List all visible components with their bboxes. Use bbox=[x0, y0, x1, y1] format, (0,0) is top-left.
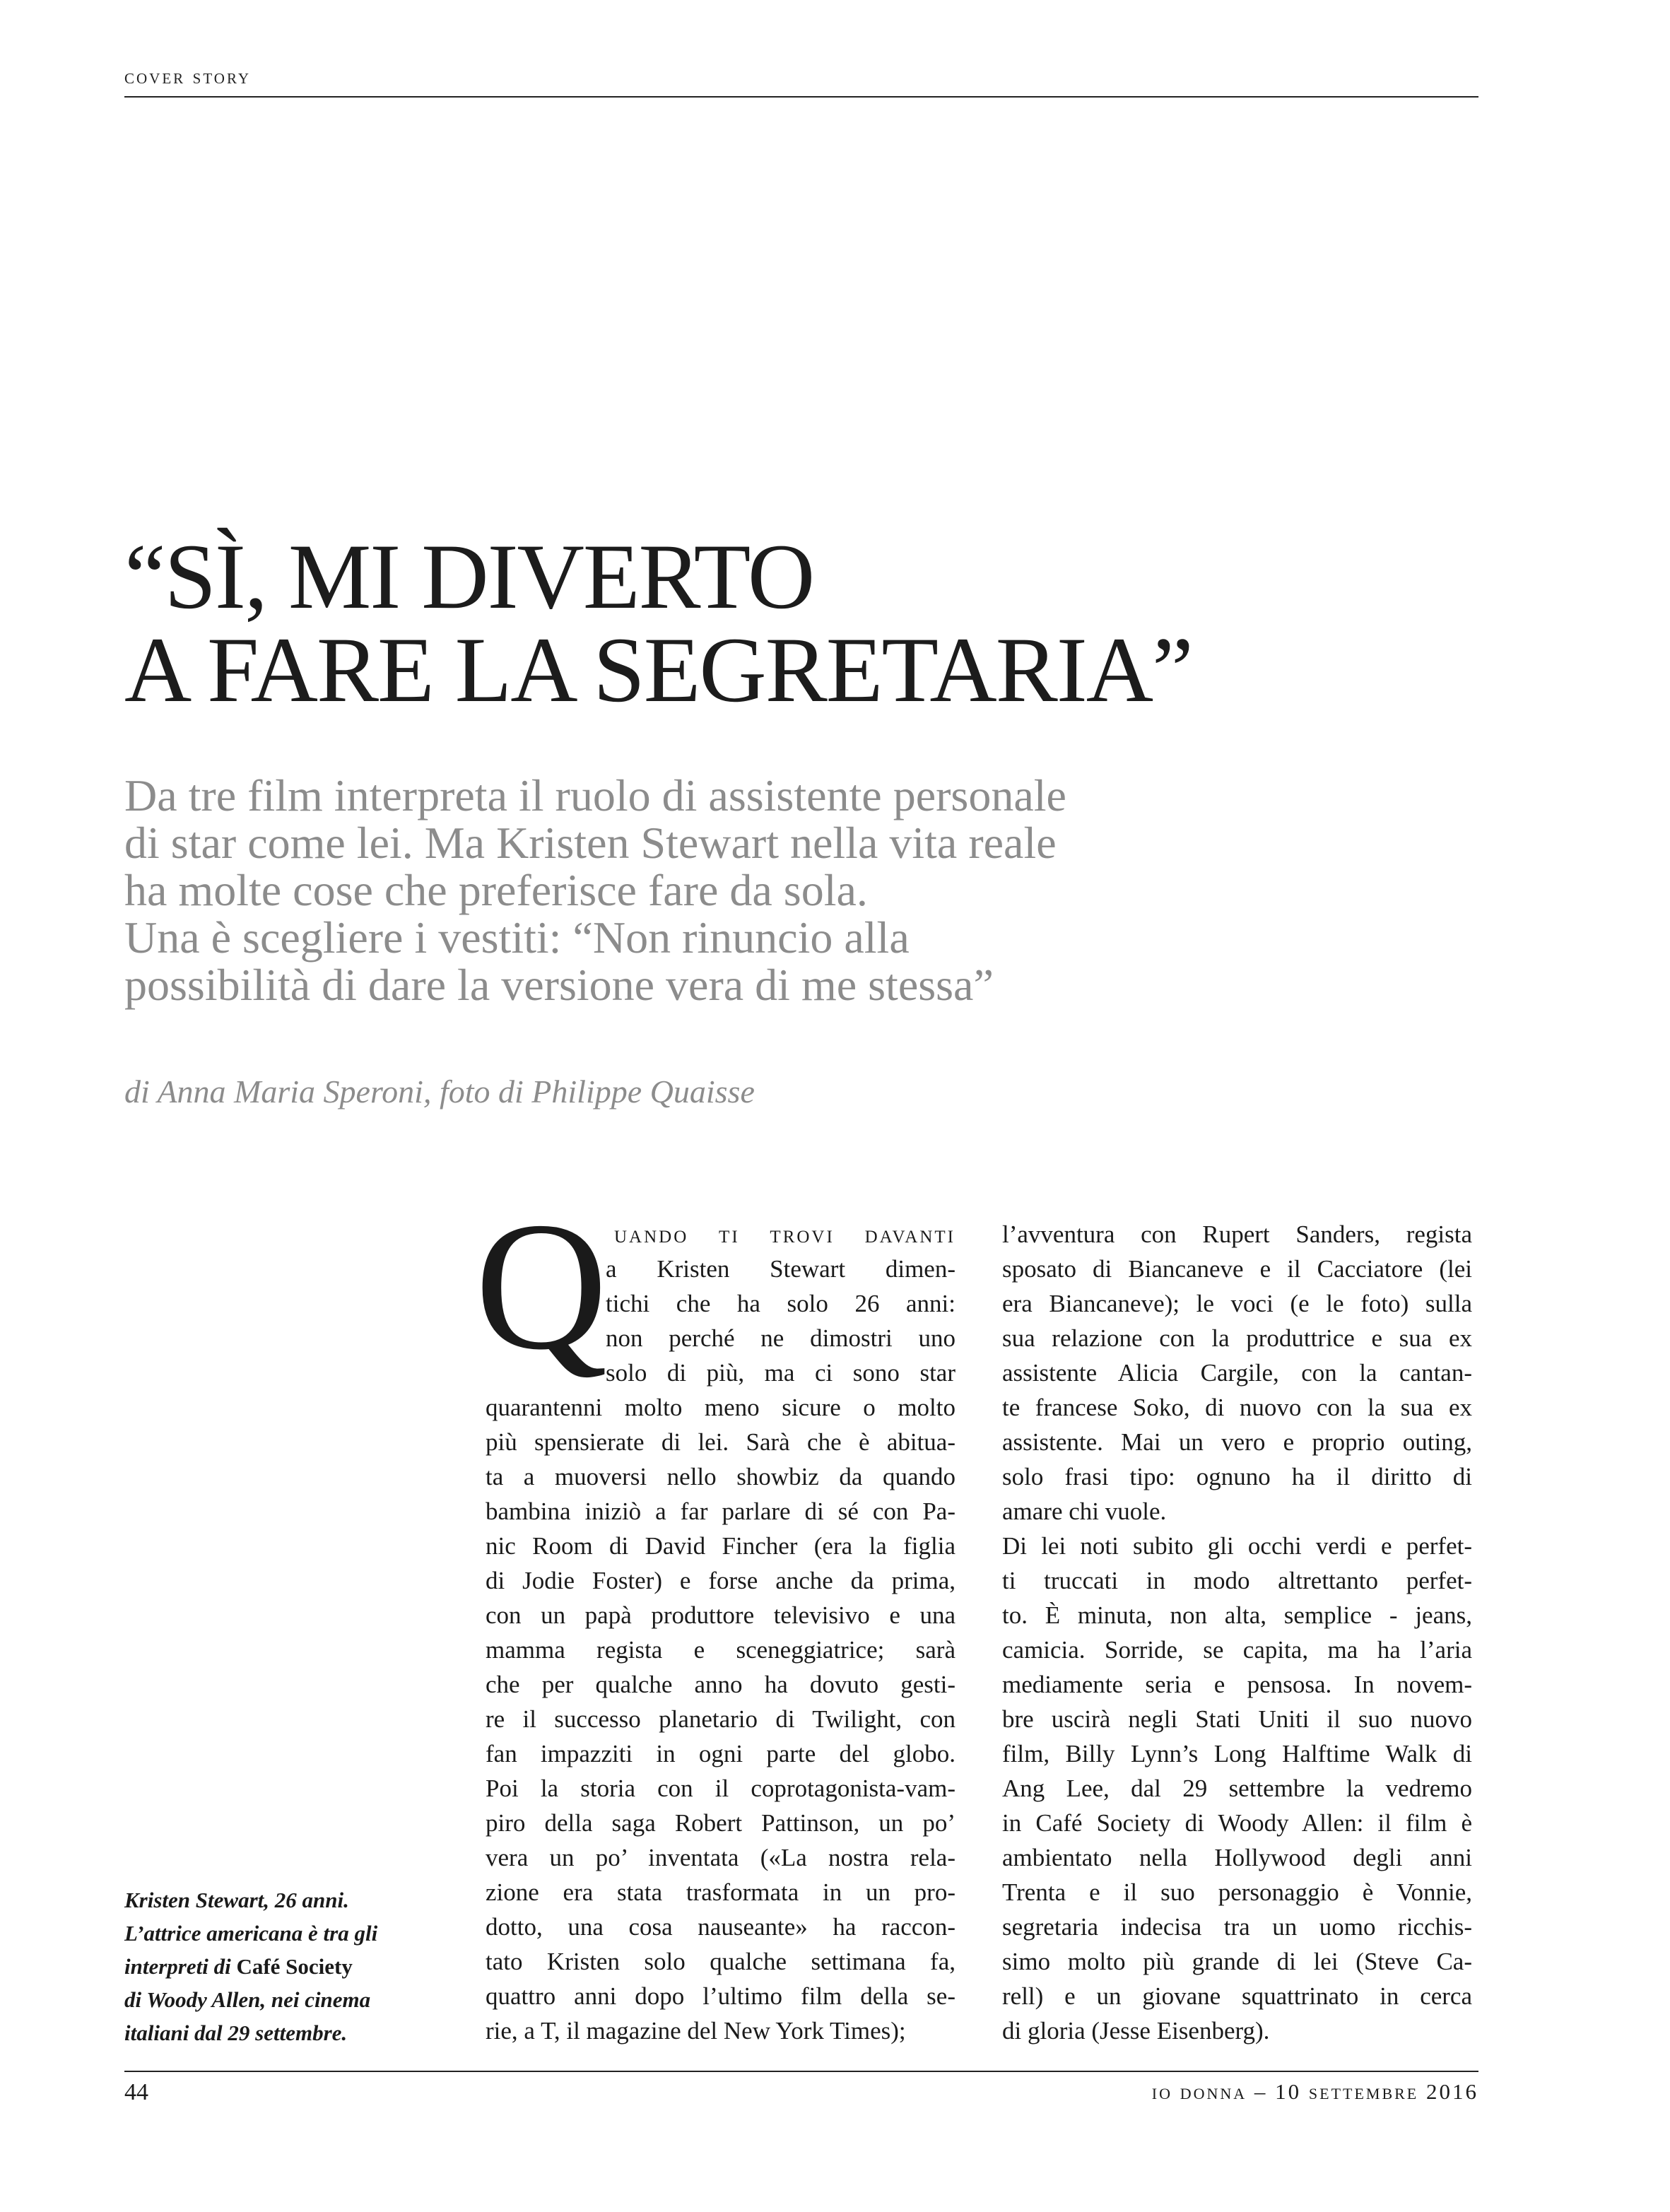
article-line: Trenta e il suo personaggio è Vonnie, bbox=[1002, 1878, 1472, 1906]
article-line: piro della saga Robert Pattinson, un po’ bbox=[486, 1809, 955, 1837]
article-line: quattro anni dopo l’ultimo film della se- bbox=[486, 1982, 955, 2010]
drop-cap: Q bbox=[475, 1184, 608, 1388]
article-line: amare chi vuole. bbox=[1002, 1498, 1167, 1525]
caption-film-title: Café Society bbox=[236, 1954, 353, 1979]
article-line: sposato di Biancaneve e il Cacciatore (lei bbox=[1002, 1255, 1472, 1283]
article-line: simo molto più grande di lei (Steve Ca- bbox=[1002, 1948, 1472, 1975]
folio: io donna – 10 settembre 2016 bbox=[1151, 2079, 1478, 2104]
article-line: con un papà produttore televisivo e una bbox=[486, 1601, 955, 1629]
bottom-rule bbox=[124, 2071, 1478, 2072]
article-line: rie, a T, il magazine del New York Times); bbox=[486, 2017, 906, 2045]
caption-text: interpreti di bbox=[124, 1954, 237, 1979]
caption-line bbox=[124, 1950, 449, 1983]
headline-line: “SÌ, MI DIVERTO bbox=[124, 524, 814, 628]
article-line: l’avventura con Rupert Sanders, regista bbox=[1002, 1220, 1472, 1248]
article-line: te francese Soko, di nuovo con la sua ex bbox=[1002, 1394, 1472, 1421]
article-line: sua relazione con la produttrice e sua ex bbox=[1002, 1324, 1472, 1352]
article-line: assistente. Mai un vero e proprio outing, bbox=[1002, 1428, 1472, 1456]
article-line: re il successo planetario di Twilight, con bbox=[486, 1705, 955, 1733]
article-line: vera un po’ inventata («La nostra rela- bbox=[486, 1844, 955, 1871]
article-line: ambientato nella Hollywood degli anni bbox=[1002, 1844, 1472, 1871]
article-line: uando ti trovi davanti bbox=[614, 1220, 955, 1248]
article-line: a Kristen Stewart dimen- bbox=[606, 1255, 955, 1283]
article-line: dotto, una cosa nauseante» ha raccon- bbox=[486, 1913, 955, 1941]
article-line: to. È minuta, non alta, semplice - jeans, bbox=[1002, 1601, 1472, 1629]
caption-line: italiani dal 29 settembre. bbox=[124, 2020, 348, 2045]
article-column-2 bbox=[1002, 1217, 1472, 2048]
standfirst bbox=[124, 772, 1467, 1008]
article-line: più spensierate di lei. Sarà che è abitua- bbox=[486, 1428, 955, 1456]
caption-line: L’attrice americana è tra gli bbox=[124, 1921, 378, 1946]
article-line: era Biancaneve); le voci (e le foto) sulla bbox=[1002, 1290, 1472, 1317]
headline bbox=[124, 524, 1503, 722]
article-line: film, Billy Lynn’s Long Halftime Walk di bbox=[1002, 1740, 1472, 1767]
article-line: mamma regista e sceneggiatrice; sarà bbox=[486, 1636, 955, 1664]
headline-line: A FARE LA SEGRETARIA” bbox=[124, 618, 1192, 722]
standfirst-line: di star come lei. Ma Kristen Stewart nella vita reale bbox=[124, 818, 1057, 868]
page-number: 44 bbox=[124, 2079, 148, 2105]
top-rule bbox=[124, 96, 1478, 98]
article-line: segretaria indecisa tra un uomo ricchis- bbox=[1002, 1913, 1472, 1941]
article-line: zione era stata trasformata in un pro- bbox=[486, 1878, 955, 1906]
article-line: Poi la storia con il coprotagonista-vam- bbox=[486, 1775, 955, 1802]
byline: di Anna Maria Speroni, foto di Philippe Quaisse bbox=[124, 1073, 755, 1110]
standfirst-line: Da tre film interpreta il ruolo di assistente personale bbox=[124, 770, 1066, 820]
article-line: mediamente seria e pensosa. In novem- bbox=[1002, 1671, 1472, 1698]
section-label: cover story bbox=[124, 65, 251, 88]
article-line: di gloria (Jesse Eisenberg). bbox=[1002, 2017, 1270, 2045]
article-line: camicia. Sorride, se capita, ma ha l’aria bbox=[1002, 1636, 1472, 1664]
article-line: ta a muoversi nello showbiz da quando bbox=[486, 1463, 955, 1490]
standfirst-line: possibilità di dare la versione vera di me stessa” bbox=[124, 960, 994, 1010]
article-line: Di lei noti subito gli occhi verdi e perfet- bbox=[1002, 1532, 1472, 1560]
article-line: che per qualche anno ha dovuto gesti- bbox=[486, 1671, 955, 1698]
article-line: bambina iniziò a far parlare di sé con Pa- bbox=[486, 1498, 955, 1525]
caption-line: Kristen Stewart, 26 anni. bbox=[124, 1888, 349, 1912]
article-line: solo frasi tipo: ognuno ha il diritto di bbox=[1002, 1463, 1472, 1490]
article-line: ti truccati in modo altrettanto perfet- bbox=[1002, 1567, 1472, 1594]
photo-caption bbox=[124, 1883, 449, 2049]
article-line: nic Room di David Fincher (era la figlia bbox=[486, 1532, 955, 1560]
standfirst-line: Una è scegliere i vestiti: “Non rinuncio alla bbox=[124, 912, 910, 963]
article-line: bre uscirà negli Stati Uniti il suo nuovo bbox=[1002, 1705, 1472, 1733]
article-line: di Jodie Foster) e forse anche da prima, bbox=[486, 1567, 955, 1594]
caption-line: di Woody Allen, nei cinema bbox=[124, 1987, 371, 2012]
standfirst-line: ha molte cose che preferisce fare da sola. bbox=[124, 865, 868, 915]
article-line: quarantenni molto meno sicure o molto bbox=[486, 1394, 955, 1421]
article-line: tichi che ha solo 26 anni: bbox=[606, 1290, 955, 1317]
article-line: Ang Lee, dal 29 settembre la vedremo bbox=[1002, 1775, 1472, 1802]
article-column-1 bbox=[486, 1217, 955, 2048]
article-line: non perché ne dimostri uno bbox=[606, 1324, 955, 1352]
article-line: solo di più, ma ci sono star bbox=[606, 1359, 955, 1387]
article-line: fan impazziti in ogni parte del globo. bbox=[486, 1740, 955, 1767]
article-line: tato Kristen solo qualche settimana fa, bbox=[486, 1948, 955, 1975]
article-line: rell) e un giovane squattrinato in cerca bbox=[1002, 1982, 1472, 2010]
article-line: assistente Alicia Cargile, con la cantan- bbox=[1002, 1359, 1472, 1387]
article-line: in Café Society di Woody Allen: il film è bbox=[1002, 1809, 1472, 1837]
